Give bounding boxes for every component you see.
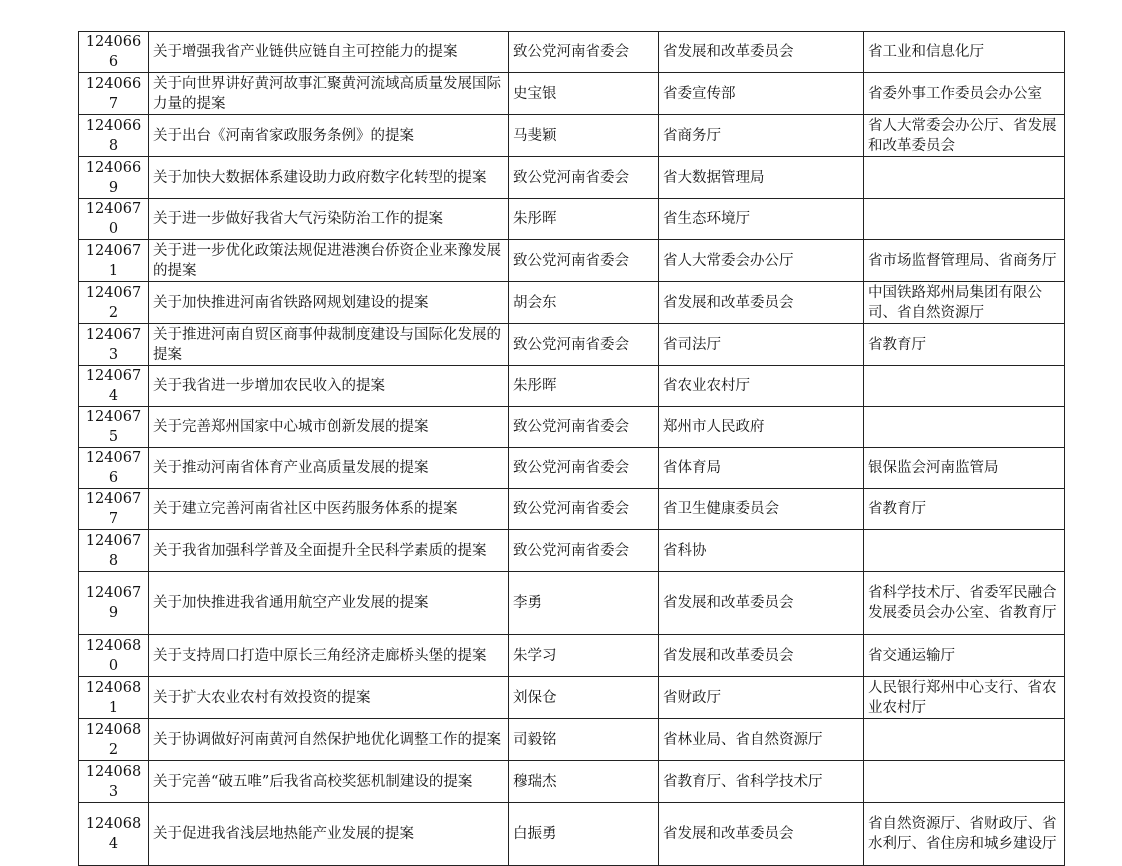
- table-row: [79, 719, 1065, 761]
- proposal-title-cell: 关于向世界讲好黄河故事汇聚黄河流域高质量发展国际力量的提案: [149, 73, 509, 115]
- proposal-title-cell: 关于我省进一步增加农民收入的提案: [149, 366, 509, 407]
- proposal-number-cell: 1240677: [79, 489, 149, 530]
- co-units-cell: 省市场监督管理局、省商务厅: [864, 240, 1065, 282]
- co-units-cell: [864, 366, 1065, 407]
- proposal-number-cell: 1240674: [79, 366, 149, 407]
- table-row: [79, 407, 1065, 448]
- co-units-cell: 省交通运输厅: [864, 635, 1065, 677]
- table-row: [79, 677, 1065, 719]
- table-row: [79, 366, 1065, 407]
- co-units-cell: [864, 407, 1065, 448]
- lead-unit-cell: 省卫生健康委员会: [659, 489, 864, 530]
- proposer-name-cell: 司毅铭: [509, 719, 659, 761]
- lead-unit-cell: 省科协: [659, 530, 864, 572]
- proposer-name-cell: 胡会东: [509, 282, 659, 324]
- co-units-cell: 省教育厅: [864, 324, 1065, 366]
- co-units-cell: 省委外事工作委员会办公室: [864, 73, 1065, 115]
- proposal-title-cell: 关于扩大农业农村有效投资的提案: [149, 677, 509, 719]
- proposal-title-cell: 关于加快大数据体系建设助力政府数字化转型的提案: [149, 157, 509, 199]
- proposer-name-cell: 李勇: [509, 572, 659, 635]
- proposal-title-cell: 关于出台《河南省家政服务条例》的提案: [149, 115, 509, 157]
- proposal-title-cell: 关于完善郑州国家中心城市创新发展的提案: [149, 407, 509, 448]
- table-row: [79, 73, 1065, 115]
- proposal-title-cell: 关于进一步做好我省大气污染防治工作的提案: [149, 199, 509, 240]
- proposal-number-cell: 1240668: [79, 115, 149, 157]
- lead-unit-cell: 省生态环境厅: [659, 199, 864, 240]
- co-units-cell: [864, 530, 1065, 572]
- lead-unit-cell: 省发展和改革委员会: [659, 635, 864, 677]
- proposal-title-cell: 关于建立完善河南省社区中医药服务体系的提案: [149, 489, 509, 530]
- proposal-title-cell: 关于推动河南省体育产业高质量发展的提案: [149, 448, 509, 489]
- co-units-cell: 省自然资源厅、省财政厅、省水利厅、省住房和城乡建设厅: [864, 803, 1065, 866]
- table-row: [79, 32, 1065, 73]
- proposal-number-cell: 1240678: [79, 530, 149, 572]
- proposal-number-cell: 1240682: [79, 719, 149, 761]
- proposer-name-cell: 朱彤晖: [509, 199, 659, 240]
- lead-unit-cell: 省林业局、省自然资源厅: [659, 719, 864, 761]
- proposal-title-cell: 关于增强我省产业链供应链自主可控能力的提案: [149, 32, 509, 73]
- co-units-cell: 银保监会河南监管局: [864, 448, 1065, 489]
- proposal-title-cell: 关于加快推进我省通用航空产业发展的提案: [149, 572, 509, 635]
- lead-unit-cell: 省财政厅: [659, 677, 864, 719]
- lead-unit-cell: 省发展和改革委员会: [659, 572, 864, 635]
- proposer-name-cell: 马斐颖: [509, 115, 659, 157]
- co-units-cell: 省教育厅: [864, 489, 1065, 530]
- proposer-name-cell: 刘保仓: [509, 677, 659, 719]
- table-row: [79, 199, 1065, 240]
- proposal-table-body: [79, 32, 1065, 866]
- table-row: [79, 282, 1065, 324]
- proposal-number-cell: 1240672: [79, 282, 149, 324]
- lead-unit-cell: 省司法厅: [659, 324, 864, 366]
- table-row: [79, 115, 1065, 157]
- co-units-cell: 人民银行郑州中心支行、省农业农村厅: [864, 677, 1065, 719]
- proposal-title-cell: 关于进一步优化政策法规促进港澳台侨资企业来豫发展的提案: [149, 240, 509, 282]
- table-row: [79, 324, 1065, 366]
- table-row: [79, 803, 1065, 866]
- co-units-cell: 省科学技术厅、省委军民融合发展委员会办公室、省教育厅: [864, 572, 1065, 635]
- proposer-name-cell: 致公党河南省委会: [509, 407, 659, 448]
- table-row: [79, 761, 1065, 803]
- proposer-name-cell: 致公党河南省委会: [509, 448, 659, 489]
- proposal-number-cell: 1240669: [79, 157, 149, 199]
- proposal-number-cell: 1240675: [79, 407, 149, 448]
- proposer-name-cell: 致公党河南省委会: [509, 240, 659, 282]
- proposal-number-cell: 1240671: [79, 240, 149, 282]
- table-row: [79, 448, 1065, 489]
- proposer-name-cell: 白振勇: [509, 803, 659, 866]
- table-row: [79, 240, 1065, 282]
- proposer-name-cell: 致公党河南省委会: [509, 32, 659, 73]
- proposal-number-cell: 1240666: [79, 32, 149, 73]
- proposer-name-cell: 致公党河南省委会: [509, 489, 659, 530]
- co-units-cell: [864, 157, 1065, 199]
- proposal-number-cell: 1240673: [79, 324, 149, 366]
- lead-unit-cell: 省委宣传部: [659, 73, 864, 115]
- table-row: [79, 157, 1065, 199]
- proposal-title-cell: 关于完善“破五唯”后我省高校奖惩机制建设的提案: [149, 761, 509, 803]
- co-units-cell: [864, 719, 1065, 761]
- proposal-number-cell: 1240683: [79, 761, 149, 803]
- proposal-number-cell: 1240676: [79, 448, 149, 489]
- proposal-title-cell: 关于协调做好河南黄河自然保护地优化调整工作的提案: [149, 719, 509, 761]
- proposal-number-cell: 1240680: [79, 635, 149, 677]
- lead-unit-cell: 省人大常委会办公厅: [659, 240, 864, 282]
- lead-unit-cell: 省商务厅: [659, 115, 864, 157]
- proposer-name-cell: 史宝银: [509, 73, 659, 115]
- proposal-number-cell: 1240681: [79, 677, 149, 719]
- proposal-number-cell: 1240679: [79, 572, 149, 635]
- proposal-title-cell: 关于支持周口打造中原长三角经济走廊桥头堡的提案: [149, 635, 509, 677]
- proposer-name-cell: 朱学习: [509, 635, 659, 677]
- proposer-name-cell: 穆瑞杰: [509, 761, 659, 803]
- co-units-cell: [864, 199, 1065, 240]
- table-row: [79, 635, 1065, 677]
- proposal-title-cell: 关于促进我省浅层地热能产业发展的提案: [149, 803, 509, 866]
- co-units-cell: 省人大常委会办公厅、省发展和改革委员会: [864, 115, 1065, 157]
- lead-unit-cell: 省发展和改革委员会: [659, 803, 864, 866]
- proposal-number-cell: 1240684: [79, 803, 149, 866]
- lead-unit-cell: 省大数据管理局: [659, 157, 864, 199]
- table-row: [79, 489, 1065, 530]
- proposer-name-cell: 致公党河南省委会: [509, 530, 659, 572]
- table-row: [79, 530, 1065, 572]
- proposal-number-cell: 1240667: [79, 73, 149, 115]
- proposal-table: [78, 31, 1065, 866]
- proposer-name-cell: 致公党河南省委会: [509, 324, 659, 366]
- lead-unit-cell: 省发展和改革委员会: [659, 32, 864, 73]
- co-units-cell: 省工业和信息化厅: [864, 32, 1065, 73]
- proposal-title-cell: 关于加快推进河南省铁路网规划建设的提案: [149, 282, 509, 324]
- proposer-name-cell: 致公党河南省委会: [509, 157, 659, 199]
- co-units-cell: 中国铁路郑州局集团有限公司、省自然资源厅: [864, 282, 1065, 324]
- lead-unit-cell: 省发展和改革委员会: [659, 282, 864, 324]
- co-units-cell: [864, 761, 1065, 803]
- table-row: [79, 572, 1065, 635]
- lead-unit-cell: 省体育局: [659, 448, 864, 489]
- proposer-name-cell: 朱彤晖: [509, 366, 659, 407]
- proposal-title-cell: 关于我省加强科学普及全面提升全民科学素质的提案: [149, 530, 509, 572]
- proposal-number-cell: 1240670: [79, 199, 149, 240]
- proposal-title-cell: 关于推进河南自贸区商事仲裁制度建设与国际化发展的提案: [149, 324, 509, 366]
- lead-unit-cell: 郑州市人民政府: [659, 407, 864, 448]
- lead-unit-cell: 省教育厅、省科学技术厅: [659, 761, 864, 803]
- lead-unit-cell: 省农业农村厅: [659, 366, 864, 407]
